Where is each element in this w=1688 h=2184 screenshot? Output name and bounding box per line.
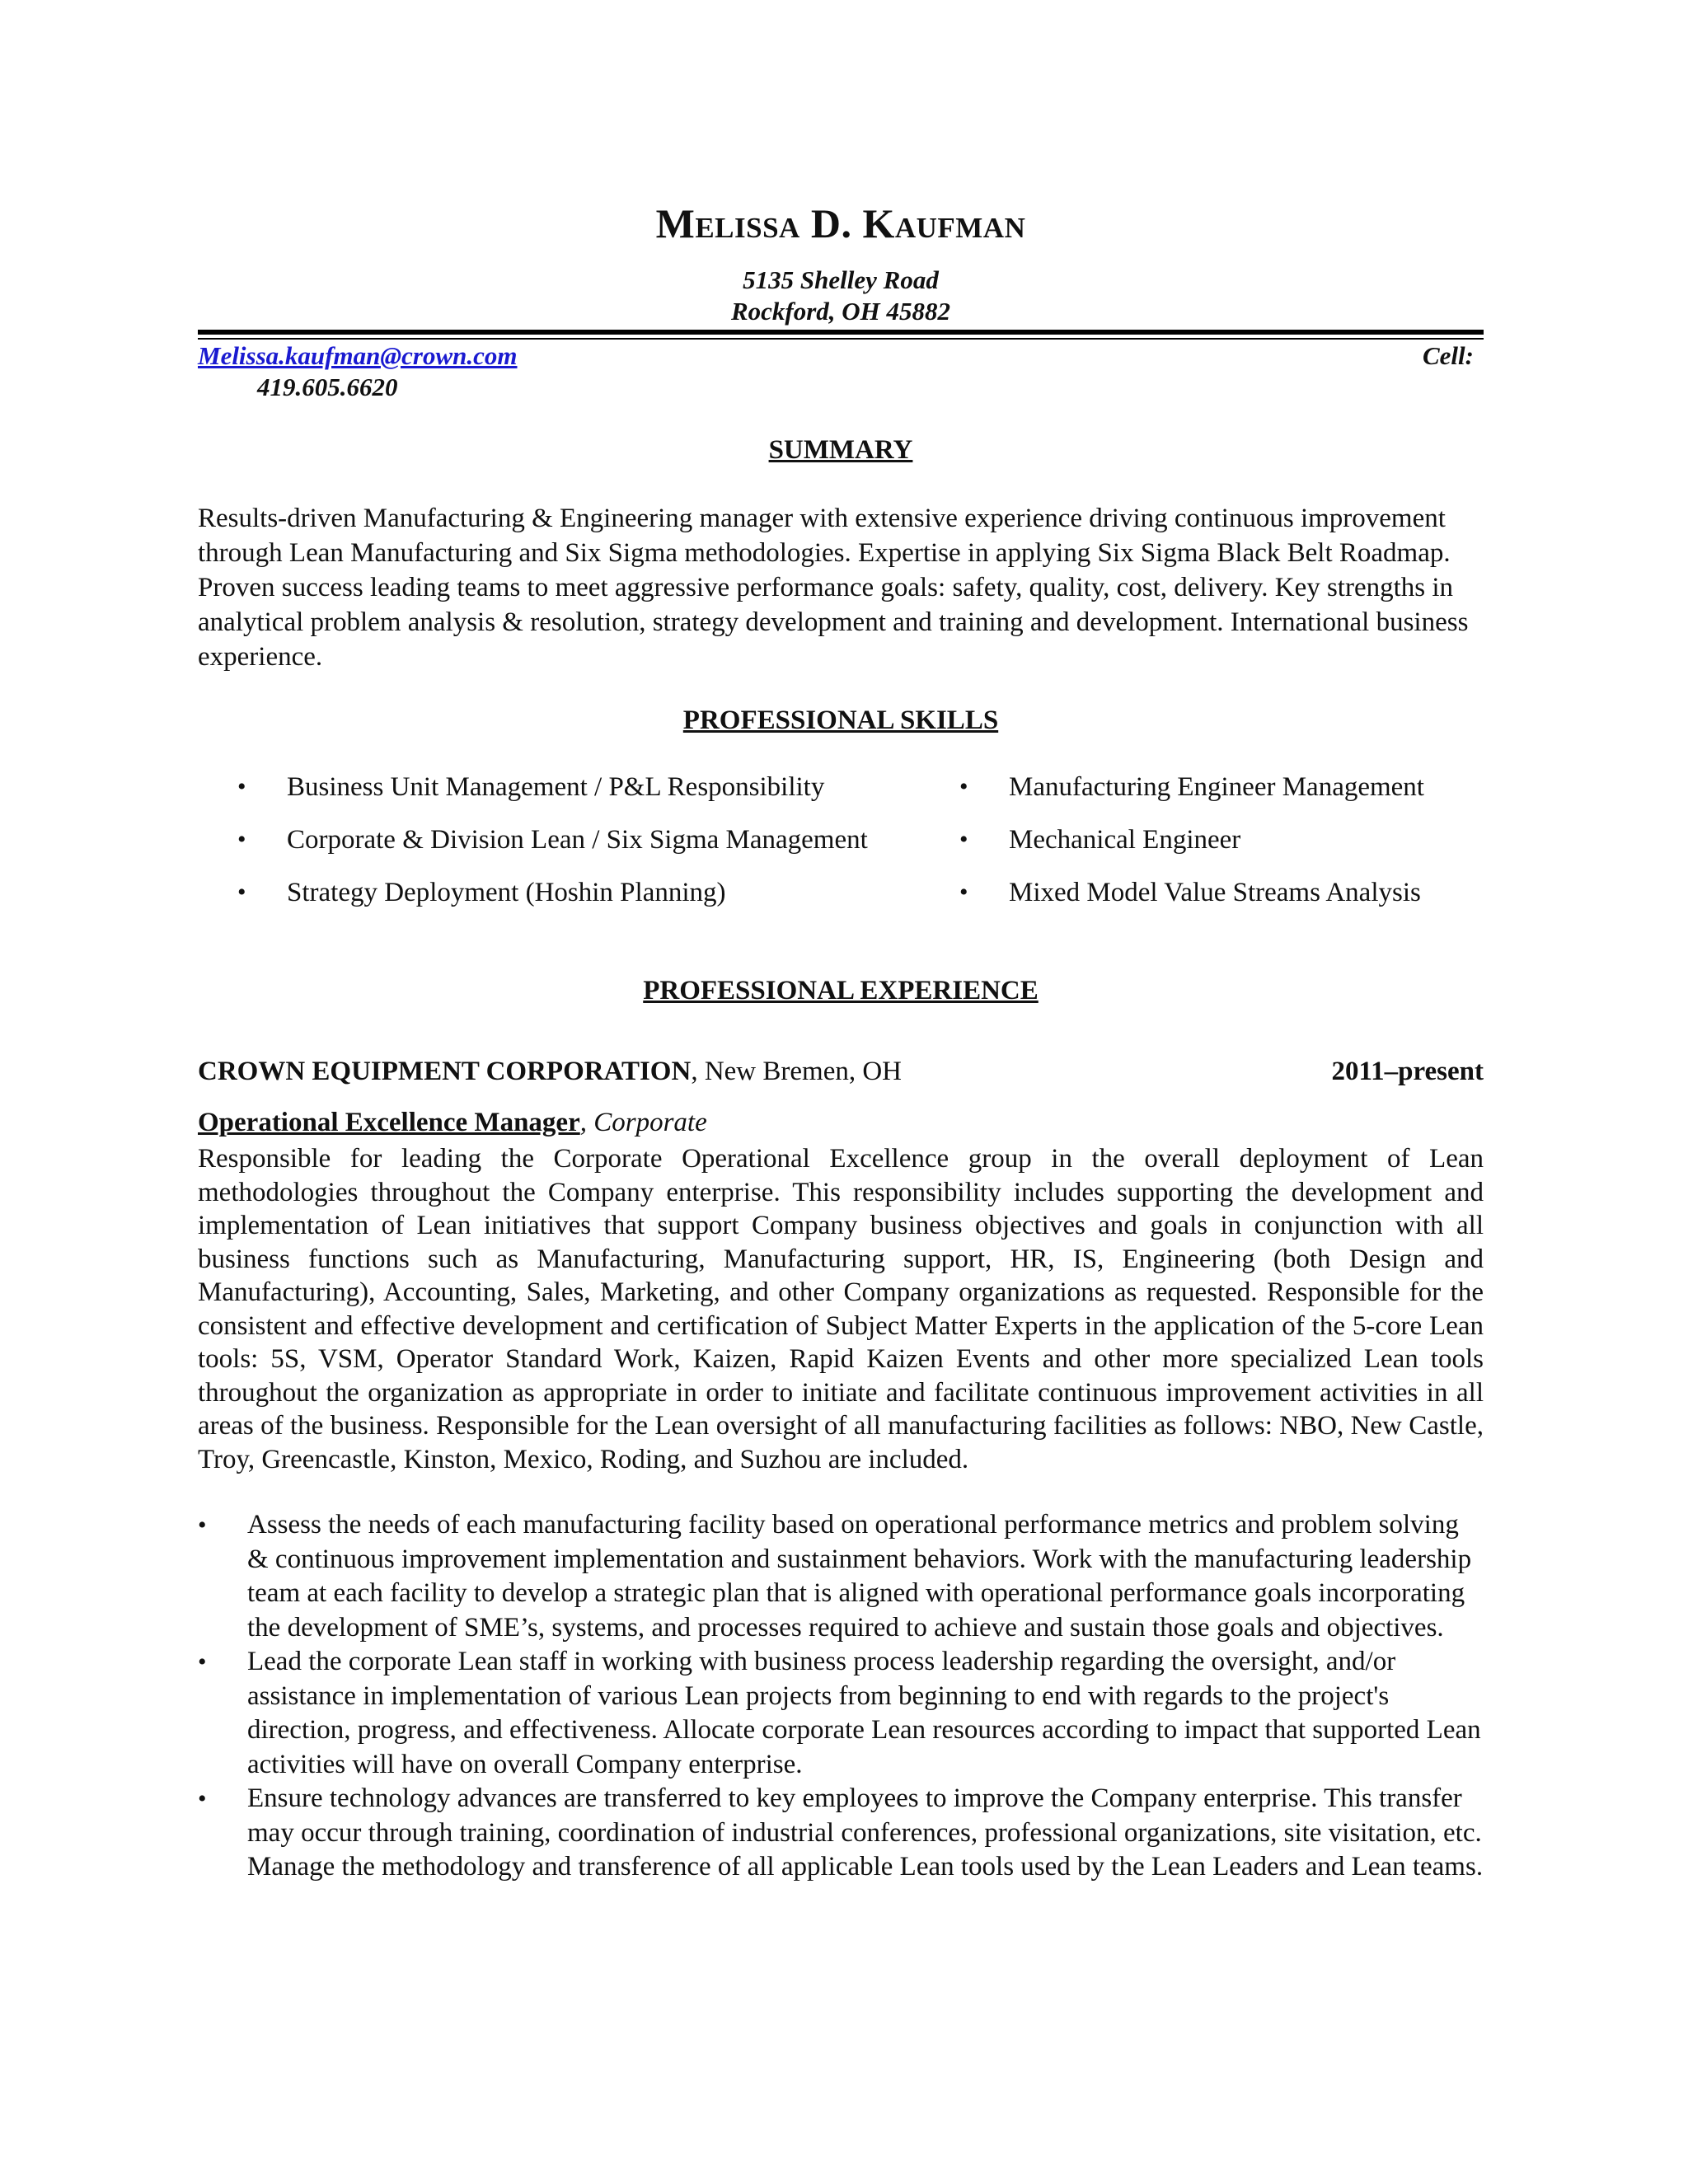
bullet-icon: • xyxy=(198,1648,207,1675)
bullet-icon: • xyxy=(959,879,968,906)
header-divider-thin xyxy=(198,338,1484,340)
skill-item: • Corporate & Division Lean / Six Sigma Management xyxy=(237,823,913,875)
summary-heading: SUMMARY xyxy=(768,435,913,465)
bullet-icon: • xyxy=(198,1785,207,1812)
skill-item: • Manufacturing Engineer Management xyxy=(959,770,1484,823)
role-row xyxy=(198,1108,707,1138)
list-item: • Assess the needs of each manufacturing facility based on operational performance metrics and problem solving & continuous improvement implementation and sustainment behaviors. Work with the manufacturing leadership team at each facility to develop a strategic plan that is aligned with operational performance goals incorporating the development of SME’s, systems, and processes required to achieve and sustain those goals and objectives. xyxy=(198,1510,1472,1643)
summary-text: Results-driven Manufacturing & Engineering manager with extensive experience driving continuous improvement through Lean Manufacturing and Six Sigma methodologies. Expertise in applying Six Sigma Black Belt Roadmap. Proven success leading teams to meet aggressive performance goals: safety, quality, cost, delivery. Key strengths in analytical problem analysis & resolution, strategy development and training and development. International business experience. xyxy=(198,504,1469,672)
company-name: CROWN EQUIPMENT CORPORATION xyxy=(198,1057,692,1086)
email-link[interactable]: Melissa.kaufman@crown.com xyxy=(198,341,518,370)
company-row xyxy=(198,1057,1484,1091)
phone-number: 419.605.6620 xyxy=(257,373,398,401)
skill-item: • Strategy Deployment (Hoshin Planning) xyxy=(237,875,913,928)
cell-label: Cell: xyxy=(1423,341,1474,370)
company-location: , New Bremen, OH xyxy=(691,1057,902,1086)
skill-item: • Mixed Model Value Streams Analysis xyxy=(959,875,1484,928)
list-item: • Lead the corporate Lean staff in working with business process leadership regarding the oversight, and/or assistance in implementation of various Lean projects from beginning to end with regards to the project's direction, progress, and effectiveness. Allocate corporate Lean resources according to impact that supported Lean activities will have on overall Company enterprise. xyxy=(198,1647,1481,1779)
skills-column-left xyxy=(237,770,913,928)
bullet-icon: • xyxy=(237,826,246,853)
bullet-icon: • xyxy=(237,773,246,800)
role-description: Responsible for leading the Corporate Operational Excellence group in the overall deployment of Lean methodologies throughout the Company enterprise. This responsibility includes supporting the development and implementation of Lean initiatives that support Company business objectives and goals in conjunction with all business functions such as Manufacturing, Manufacturing support, HR, IS, Engineering (both Design and Manufacturing), Accounting, Sales, Marketing, and other Company organizations as requested. Responsible for the consistent and effective development and certification of Subject Matter Experts in the application of the 5-core Lean tools: 5S, VSM, Operator Standard Work, Kaizen, Rapid Kaizen Events and other more specialized Lean tools throughout the organization as appropriate in order to initiate and facilitate continuous improvement activities in all areas of the business. Responsible for the Lean oversight of all manufacturing facilities as follows: NBO, New Castle, Troy, Greencastle, Kinston, Mexico, Roding, and Suzhou are included. xyxy=(198,1144,1484,1474)
bullet-icon: • xyxy=(237,879,246,906)
header-divider-thick xyxy=(198,330,1484,335)
bullet-icon: • xyxy=(959,826,968,853)
role-bullet-list xyxy=(198,1508,1484,1885)
employment-dates: 2011–present xyxy=(1331,1057,1484,1086)
resume-page xyxy=(198,0,1484,2184)
skills-column-right xyxy=(959,770,1484,928)
list-item: • Ensure technology advances are transferred to key employees to improve the Company enterprise. This transfer may occur through training, coordination of industrial conferences, professional organizations, site visitation, etc. Manage the methodology and transference of all applicable Lean tools used by the Lean Leaders and Lean teams. xyxy=(198,1783,1484,1882)
bullet-icon: • xyxy=(198,1511,207,1539)
role-title: Operational Excellence Manager xyxy=(198,1108,580,1137)
bullet-icon: • xyxy=(959,773,968,800)
skills-heading: PROFESSIONAL SKILLS xyxy=(682,705,999,735)
skill-item: • Mechanical Engineer xyxy=(959,823,1484,875)
address-line-2: Rockford, OH 45882 xyxy=(730,297,951,326)
skill-item: • Business Unit Management / P&L Responsibility xyxy=(237,770,913,823)
role-department: , Corporate xyxy=(579,1108,707,1137)
experience-heading: PROFESSIONAL EXPERIENCE xyxy=(643,976,1039,1005)
candidate-name: Melissa D. Kaufman xyxy=(655,200,1026,246)
address-line-1: 5135 Shelley Road xyxy=(743,265,939,294)
